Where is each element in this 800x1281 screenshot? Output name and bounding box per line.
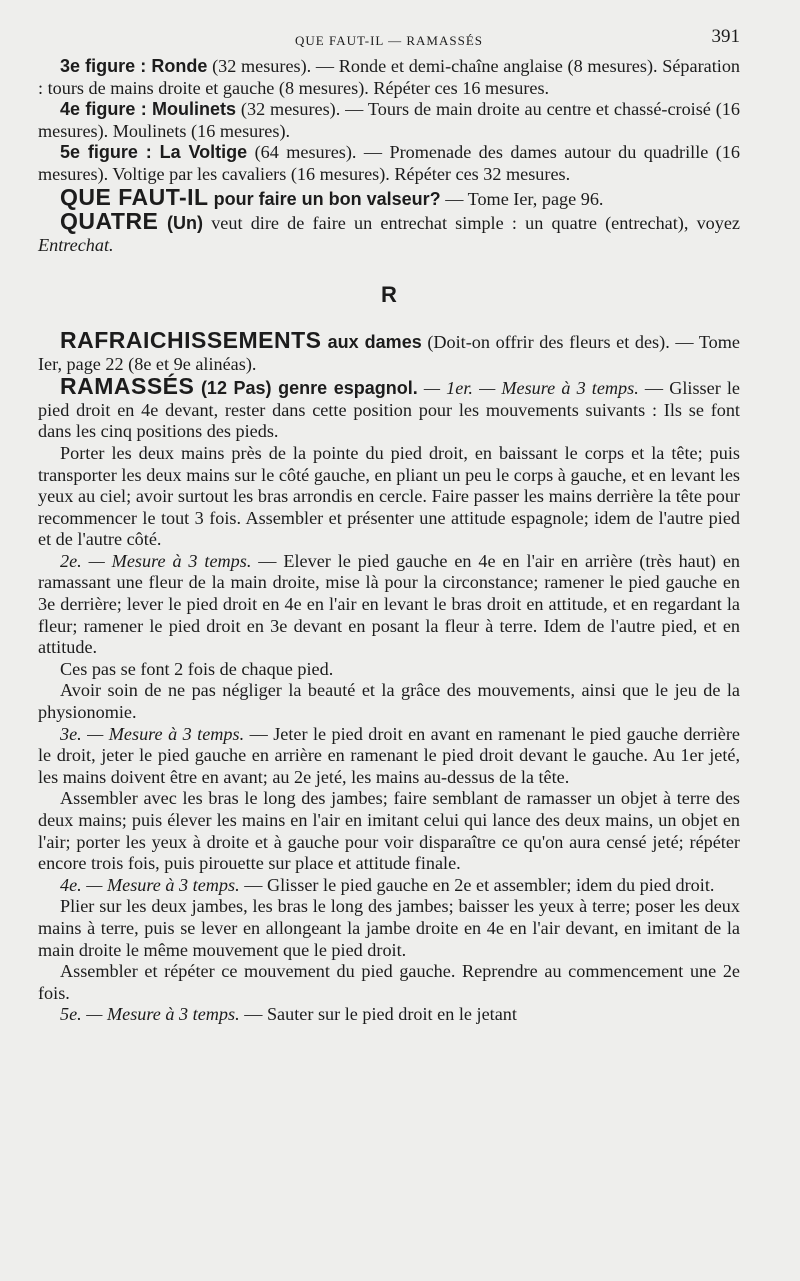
entry-quatre xyxy=(38,208,740,256)
step-lead: 3e. — Mesure à 3 temps. xyxy=(60,723,245,744)
paragraph xyxy=(38,961,740,1004)
paragraph-text: — Glisser le pied gauche en 2e et assembler; idem du pied droit. xyxy=(239,874,715,895)
book-page xyxy=(38,26,741,1026)
section-letter: R xyxy=(381,282,397,308)
entry-text: — Glisser le pied droit en 4e devant, rester dans cette position pour les mouvements suivants : Ils se font dans les cinq positions des pieds. xyxy=(38,378,740,442)
paragraph xyxy=(38,875,740,897)
step-lead: — 1er. — Mesure à 3 temps. xyxy=(417,378,639,399)
paragraph xyxy=(38,680,740,723)
entry-subtitle: aux dames xyxy=(321,331,422,352)
running-title: QUE FAUT-IL — RAMASSÉS xyxy=(294,33,483,48)
paragraph-text: — Elever le pied gauche en 4e en l'air en arrière (très haut) en ramassant une fleur de la main droite, mise là pour la circonstance; ramener le pied gauche en 3e derrière; lever le pied droit en 4e en l'air en levant le bras droit en attitude, et en regardant la fleur; ramener le pied droit en 3e devant en posant la fleur à terre. Idem de l'autre pied, et en attitude. xyxy=(38,550,740,658)
entry-text: veut dire de faire un entrechat simple : un quatre (entrechat), voyez xyxy=(203,213,740,234)
cross-reference: Entrechat. xyxy=(38,234,114,255)
entry-rafraichissements xyxy=(38,326,740,375)
entry-subtitle: pour faire un bon valseur? xyxy=(208,188,441,209)
paragraph xyxy=(38,788,740,874)
paragraph xyxy=(38,896,740,961)
figure-label: 3e figure : Ronde xyxy=(60,56,208,76)
paragraph-text: Porter les deux mains près de la pointe du pied droit, en baissant le corps et la tête; puis transporter les deux mains sur le côté gauche, en pliant un peu le corps à gauche, et en levant les yeux au ciel; avoir surtout les bras arrondis en cercle. Faire passer les mains derrière la tête pour recommencer le tout 3 fois. Assembler et présenter une attitude espagnole; idem de l'autre pied et de l'autre côté. xyxy=(38,442,740,550)
entry-que-faut-il xyxy=(38,183,740,211)
paragraph-text: — Jeter le pied droit en avant en ramenant le pied gauche derrière le droit, jeter le pied gauche en arrière en ramenant le pied droit devant le gauche. Au 1er jeté, les mains doivent être en avant; au 2e jeté, les mains au-dessus de la tête. xyxy=(38,723,740,787)
paragraph xyxy=(38,551,740,659)
paragraph-text: Plier sur les deux jambes, les bras le long des jambes; baisser les yeux à terre; poser les deux mains à terre, puis se lever en allongeant la jambe droite en 4e en l'air devant, en imitant de la main droite le même mouvement que le pied droit. xyxy=(38,896,740,960)
figure-text: (32 mesures). — Tours de main droite au centre et chassé-croisé (16 mesures). Moulinets (16 mesures). xyxy=(38,99,740,141)
figure-label: 5e figure : La Voltige xyxy=(60,142,248,163)
paragraph xyxy=(38,724,740,789)
entry-headword: RAFRAICHISSEMENTS xyxy=(60,326,322,353)
entry-subtitle: (12 Pas) genre espagnol. xyxy=(194,378,418,399)
figure-3 xyxy=(38,56,740,99)
figure-5 xyxy=(38,142,740,185)
paragraph-text: — Sauter sur le pied droit en le jetant xyxy=(239,1004,517,1025)
entry-text: — Tome Ier, page 96. xyxy=(440,188,604,209)
paragraph xyxy=(38,443,740,551)
paragraph-text: Assembler avec les bras le long des jambes; faire semblant de ramasser un objet à terre des deux mains; puis élever les mains en l'air en imitant celui qui lance des deux mains, un objet en l'air; porter les yeux à droite et à gauche pour voir disparaître ce qu'on aura censé jeté; répéter encore trois fois, puis pirouette sur place et attitude finale. xyxy=(38,788,740,874)
step-lead: 5e. — Mesure à 3 temps. xyxy=(60,1004,240,1025)
paragraph-text: Ces pas se font 2 fois de chaque pied. xyxy=(60,658,334,679)
step-lead: 4e. — Mesure à 3 temps. xyxy=(60,874,240,895)
entry-subtitle: (Un) xyxy=(158,213,204,234)
paragraph xyxy=(38,1004,740,1026)
entry-ramasses xyxy=(38,373,740,443)
paragraph-text: Avoir soin de ne pas négliger la beauté et la grâce des mouvements, ainsi que le jeu de la physionomie. xyxy=(38,680,740,723)
figure-text: (64 mesures). — Promenade des dames autour du quadrille (16 mesures). Voltige par les cavaliers (16 mesures). Répéter ces 32 mesures. xyxy=(38,142,740,184)
running-header xyxy=(38,26,740,56)
entry-text: (Doit-on offrir des fleurs et des). — Tome Ier, page 22 (8e et 9e alinéas). xyxy=(38,331,740,374)
entry-headword: RAMASSÉS xyxy=(60,373,195,400)
entry-headword: QUE FAUT-IL xyxy=(60,183,209,210)
figure-label: 4e figure : Moulinets xyxy=(60,99,237,120)
page-number: 391 xyxy=(711,26,740,47)
paragraph xyxy=(38,659,740,681)
figure-text: (32 mesures). — Ronde et demi-chaîne anglaise (8 mesures). Séparation : tours de mains droite et gauche (8 mesures). Répéter ces 16 mesures. xyxy=(38,56,741,98)
figure-4 xyxy=(38,99,740,142)
step-lead: 2e. — Mesure à 3 temps. xyxy=(60,550,252,571)
paragraph-text: Assembler et répéter ce mouvement du pied gauche. Reprendre au commencement une 2e fois. xyxy=(38,961,740,1003)
entry-headword: QUATRE xyxy=(60,208,159,235)
